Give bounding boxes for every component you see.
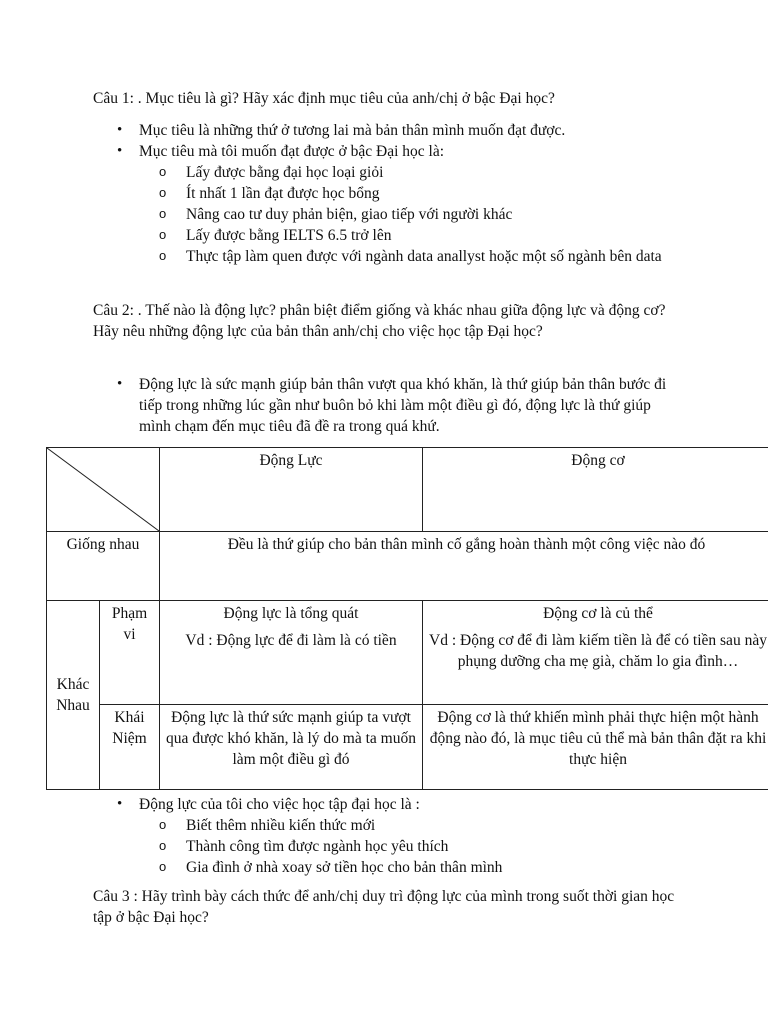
pham-vi-dong-co: Động cơ là củ thể	[543, 605, 653, 622]
list-item: o Lấy được bằng IELTS 6.5 trở lên	[93, 225, 693, 246]
comparison-table	[46, 447, 768, 790]
list-item: o Gia đình ở nhà xoay sở tiền học cho bản thân mình	[93, 857, 693, 878]
list-item: o Lấy được bằng đại học loại giỏi	[93, 162, 693, 183]
list-item: • Động lực là sức mạnh giúp bản thân vượt qua khó khăn, là thứ giúp bản thân bước đi tiếp trong những lúc gần như buôn bỏ khi làm một điều gì đó, động lực là thứ giúp mình chạm đến mục tiêu đã đề ra trong quá khứ.	[93, 374, 673, 437]
header-dong-co: Động cơ	[423, 448, 768, 532]
diagonal-line	[47, 448, 159, 531]
pham-vi-dong-co-cell	[423, 601, 768, 705]
pham-vi-dong-luc-example: Vd : Động lực để đi làm là có tiền	[185, 632, 397, 649]
khai-niem-dong-luc: Động lực là thứ sức mạnh giúp ta vượt qua được khó khăn, là lý do mà ta muốn làm một điều gì đó	[160, 705, 423, 790]
list-item: • Mục tiêu là những thứ ở tương lai mà bản thân mình muốn đạt được.	[93, 120, 693, 141]
question-1-answer	[93, 120, 693, 267]
list-item: o Thành công tìm được ngành học yêu thích	[93, 836, 693, 857]
khai-niem-dong-co: Động cơ là thứ khiến mình phải thực hiện một hành động nào đó, là mục tiêu củ thể mà bản thân đặt ra khi thực hiện	[423, 705, 768, 790]
motivations-list	[93, 815, 693, 878]
row-label-giong-nhau: Giống nhau	[47, 532, 160, 601]
goals-list	[93, 162, 693, 267]
question-2-heading: Câu 2: . Thế nào là động lực? phân biệt điểm giống và khác nhau giữa động lực và động cơ? Hãy nêu những động lực của bản thân anh/chị cho việc học tập Đại học?	[93, 302, 666, 340]
question-2-definition	[93, 374, 673, 437]
list-item: • Động lực của tôi cho việc học tập đại học là :	[93, 794, 693, 815]
giong-nhau-text: Đều là thứ giúp cho bản thân mình cố gắng hoàn thành một công việc nào đó	[160, 532, 768, 601]
question-2-motivations	[93, 794, 693, 878]
row-label-khac-nhau: Khác Nhau	[47, 601, 100, 790]
list-item: o Biết thêm nhiều kiến thức mới	[93, 815, 693, 836]
question-1-heading: Câu 1: . Mục tiêu là gì? Hãy xác định mục tiêu của anh/chị ở bậc Đại học?	[93, 90, 555, 107]
pham-vi-dong-luc-cell	[160, 601, 423, 705]
header-dong-luc: Động Lực	[160, 448, 423, 532]
row-label-pham-vi: Phạm vi	[100, 601, 160, 705]
list-item: o Nâng cao tư duy phản biện, giao tiếp với người khác	[93, 204, 693, 225]
pham-vi-dong-co-example: Vd : Động cơ để đi làm kiếm tiền là để có tiền sau này phụng dưỡng cha mẹ già, chăm lo gia đình…	[429, 632, 767, 670]
list-item: • Mục tiêu mà tôi muốn đạt được ở bậc Đại học là:	[93, 141, 693, 162]
list-item: o Ít nhất 1 lần đạt được học bổng	[93, 183, 693, 204]
diagonal-header-cell	[47, 448, 160, 532]
pham-vi-dong-luc: Động lực là tổng quát	[223, 605, 359, 622]
row-label-khai-niem: Khái Niệm	[100, 705, 160, 790]
list-item: o Thực tập làm quen được với ngành data anallyst hoặc một số ngành bên data	[93, 246, 686, 267]
question-3-heading: Câu 3 : Hãy trình bày cách thức để anh/chị duy trì động lực của mình trong suốt thời gian học tập ở bậc Đại học?	[93, 888, 675, 926]
